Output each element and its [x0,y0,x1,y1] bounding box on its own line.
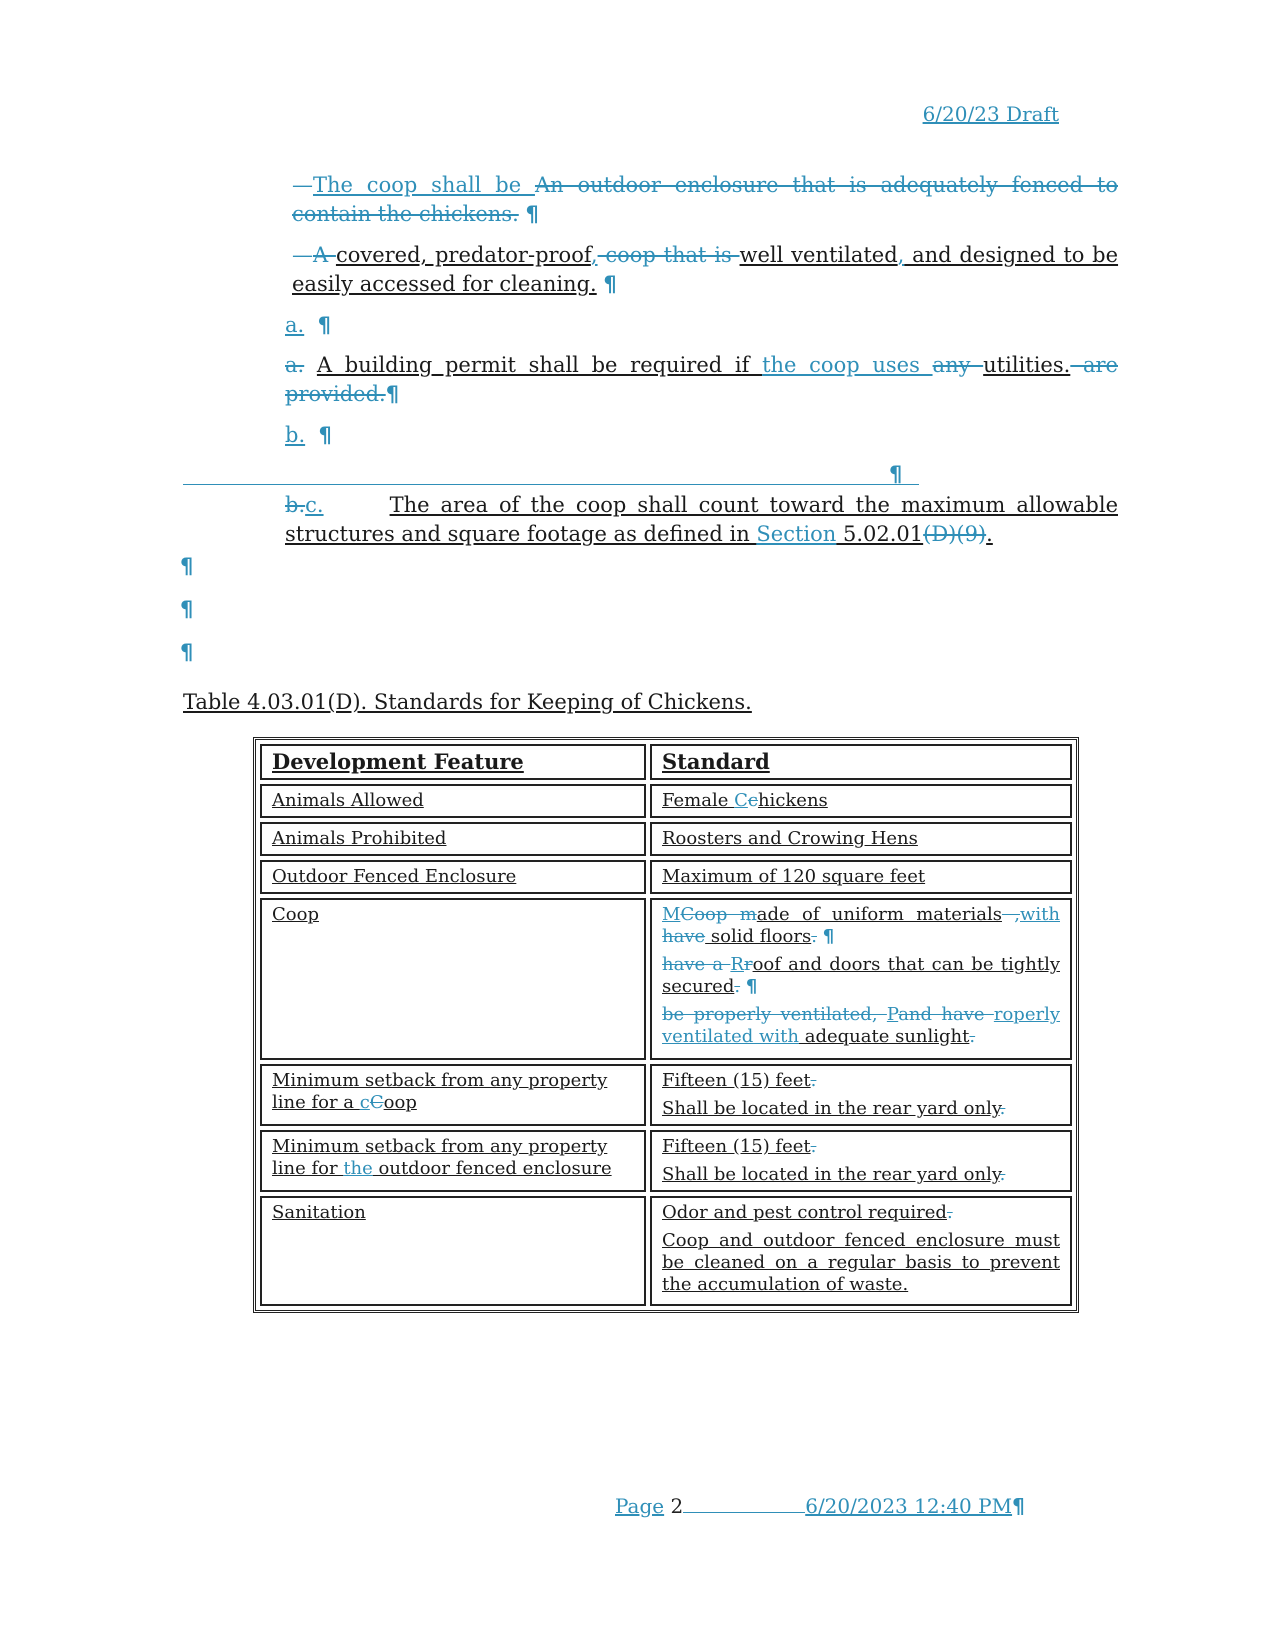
pilcrow-mark: ¶ [180,597,194,621]
deleted-text: any [932,353,984,377]
feature-cell: Coop [272,904,319,925]
body-text: Female [662,790,735,811]
coop-standard-materials [662,904,1060,948]
body-text: utilities. [983,353,1071,377]
body-text: Minimum setback from any property line for a [272,1070,608,1113]
section-number: 5.02.01 [836,522,924,546]
deleted-text: C [369,1092,384,1113]
column-header-feature: Development Feature [260,744,646,780]
inserted-text: R [730,954,744,975]
feature-cell [260,1130,646,1192]
deleted-text: are provided. [285,353,1118,406]
feature-cell: Outdoor Fenced Enclosure [272,866,517,887]
deleted-list-label: b. [285,493,306,517]
item-a-empty [285,311,331,340]
body-text: and designed to be easily accessed for cleaning. [292,243,1119,296]
inserted-text: c [359,1092,370,1113]
line-pilcrow [889,460,902,489]
table-row [260,1196,1072,1306]
deleted-text: , [1001,904,1020,925]
table-row [260,898,1072,1060]
body-text: outdoor fenced enclosure [372,1158,612,1179]
item-covered [292,241,1118,299]
body-text: oof and doors that can be tightly secured [662,954,1060,997]
body-text: Shall be located in the rear yard only [662,1164,1000,1185]
deleted-text: . [946,1202,953,1223]
empty-paragraph-1 [180,552,193,581]
body-text: Minimum setback from any property line for [272,1136,608,1179]
deleted-text: . [734,976,741,997]
body-text: oop [383,1092,417,1113]
page-footer [615,1494,1025,1518]
standard-cell [650,784,1072,818]
pilcrow-mark: ¶ [180,640,194,664]
list-label: c. [305,493,324,517]
feature-cell: Animals Prohibited [272,828,447,849]
standard-cell [650,1196,1072,1306]
footer-tab-line [683,1511,805,1513]
deleted-text: and have [898,1004,994,1025]
table-row [260,784,1072,818]
pilcrow-mark: ¶ [317,313,331,337]
standard-cell: Maximum of 120 square feet [662,866,926,887]
standard-cell: Roosters and Crowing Hens [662,828,918,849]
page-number: 2 [670,1494,684,1518]
empty-paragraph-2 [180,595,193,624]
inserted-text: P [886,1004,899,1025]
coop-standard-ventilation [662,1004,1060,1048]
deleted-text: Coop m [680,904,757,925]
pilcrow-mark: ¶ [525,202,539,226]
body-text: Shall be located in the rear yard only [662,1098,1000,1119]
deleted-text: be properly ventilated, [662,1004,887,1025]
deleted-text: c [747,790,758,811]
table-row [260,1064,1072,1126]
pilcrow-mark: ¶ [889,462,903,486]
deleted-text: . [810,1136,817,1157]
deleted-list-label: a. [285,353,305,377]
list-label: b. [285,423,306,447]
pilcrow-mark: ¶ [318,423,332,447]
deleted-text: . [810,1070,817,1091]
body-text: The area of the coop shall count toward the maximum allowable structures and square footage as defined in [285,493,1118,546]
inserted-text: the [343,1158,373,1179]
inserted-paragraph-line [183,484,919,485]
deleted-text: . [999,1098,1006,1119]
standard-cell [650,898,1072,1060]
inserted-text: roperly ventilated with [662,1004,1061,1047]
deleted-text: have [662,926,706,947]
footer-timestamp: 6/20/2023 12:40 PM [805,1494,1013,1518]
body-text: ade of uniform materials [756,904,1002,925]
list-dash: — [292,173,313,197]
feature-cell [260,1064,646,1126]
inserted-text: , [590,243,598,267]
deleted-text: (D)(9) [923,522,987,546]
body-text: Coop and outdoor fenced enclosure must be cleaned on a regular basis to prevent the accumulation of waste. [662,1230,1060,1295]
deleted-text: . [999,1164,1006,1185]
body-text: Odor and pest control required [662,1202,947,1223]
deleted-text: coop that is [597,243,740,267]
inserted-text: the coop uses [762,353,933,377]
pilcrow-mark: ¶ [1012,1494,1025,1518]
body-text: . [986,522,993,546]
standard-cell [650,1064,1072,1126]
item-area [285,491,1118,549]
inserted-text: M [662,904,681,925]
item-coop [292,171,1118,229]
deleted-text: r [743,954,753,975]
body-text: A building permit shall be required if [316,353,763,377]
body-text: hickens [757,790,828,811]
deleted-text: . [969,1026,976,1047]
item-permit [285,351,1118,409]
inserted-text: with [1020,904,1060,925]
deleted-text: A [313,243,336,267]
coop-standard-roof [662,954,1060,998]
column-header-standard: Standard [650,744,1072,780]
draft-label: 6/20/23 Draft [922,102,1059,126]
body-text: covered, predator-proof [335,243,591,267]
inserted-text: C [734,790,748,811]
deleted-text: An outdoor enclosure that is adequately fenced to contain the chickens. [292,173,1118,226]
body-text: solid floors [705,926,812,947]
inserted-text: , [897,243,905,267]
pilcrow-mark: ¶ [822,926,835,947]
standard-cell [650,1130,1072,1192]
body-text: Fifteen (15) feet [662,1070,811,1091]
page-label: Page [615,1494,665,1518]
body-text: adequate sunlight [799,1026,970,1047]
empty-paragraph-3 [180,638,193,667]
list-label: a. [285,313,305,337]
deleted-text: have a [662,954,731,975]
body-text: well ventilated [739,243,898,267]
body-text: Fifteen (15) feet [662,1136,811,1157]
pilcrow-mark: ¶ [603,272,617,296]
deleted-text: . [811,926,817,947]
table-row [260,1130,1072,1192]
table-header-row [260,744,1072,780]
feature-cell: Animals Allowed [272,790,424,811]
standards-table [253,737,1079,1313]
pilcrow-mark: ¶ [745,976,758,997]
item-b-empty [285,421,332,450]
table-caption: Table 4.03.01(D). Standards for Keeping of Chickens. [183,690,752,714]
pilcrow-mark: ¶ [385,382,400,406]
inserted-text: The coop shall be [313,173,535,197]
table-row [260,860,1072,894]
feature-cell: Sanitation [272,1202,366,1223]
list-dash: — [292,243,313,267]
pilcrow-mark: ¶ [180,554,194,578]
table-row [260,822,1072,856]
section-link[interactable]: Section [756,522,837,546]
